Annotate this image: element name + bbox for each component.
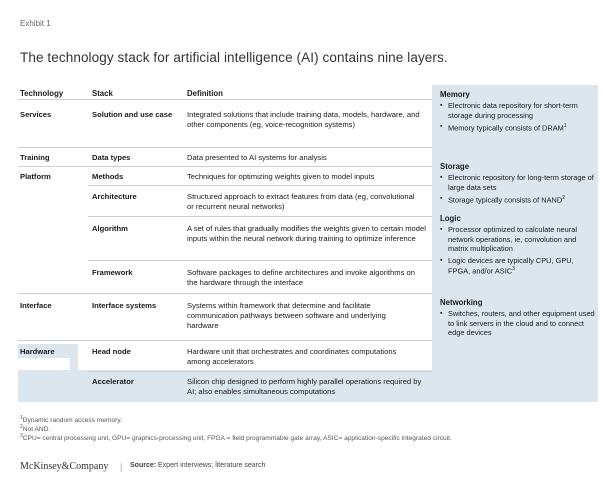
list-item: ▪ Logic devices are typically CPU, GPU, FPGA, and/or ASIC$^3$ <box>440 256 595 277</box>
logic-list <box>440 225 595 278</box>
definition-text: Software packages to define architectures and invoke algorithms on the hardware through the interface <box>187 268 415 287</box>
definition-text: Systems within framework that determine and facilitate communication pathways between software and underlying hardware <box>187 301 386 330</box>
definition-text: Hardware unit that orchestrates and coordinates computations among accelerators <box>187 347 397 366</box>
networking-title: Networking <box>440 298 483 307</box>
row-divider <box>88 371 432 372</box>
stack-label: Solution and use case <box>92 110 173 119</box>
row-divider <box>88 260 432 261</box>
list-item: ▪ Electronic repository for long-term storage of large data sets <box>440 173 595 192</box>
header-technology: Technology <box>20 89 64 98</box>
definition-text: Integrated solutions that include training data, models, hardware, and other components (eg, voice-recognition systems) <box>187 110 420 129</box>
memory-title: Memory <box>440 90 470 99</box>
stack-label: Algorithm <box>92 224 128 233</box>
stack-label: Accelerator <box>92 377 134 386</box>
stack-label: Interface systems <box>92 301 157 310</box>
logic-title: Logic <box>440 214 461 223</box>
footnote: $^1$Dynamic random access memory. <box>20 415 122 425</box>
row-divider <box>18 293 432 294</box>
list-item: ▪ Electronic data repository for short-term storage during processing <box>440 101 595 120</box>
definition-text: Data presented to AI systems for analysis <box>187 153 327 162</box>
exhibit-label: Exhibit 1 <box>20 19 51 28</box>
list-item: ▪ Processor optimized to calculate neural network operations, ie, convolution and matrix multiplication <box>440 225 595 254</box>
stack-label: Methods <box>92 172 124 181</box>
list-item: ▪ Switches, routers, and other equipment used to link servers in the cloud and to connect edge devices <box>440 309 595 338</box>
tech-label-interface: Interface <box>20 301 52 310</box>
footnote: $^3$CPU= central processing unit, GPU= graphics-processing unit, FPGA = field programmable gate array, ASIC= application-specific integrated circuit. <box>20 433 452 443</box>
list-item: ▪ Storage typically consists of NAND$^2$ <box>440 194 595 205</box>
tech-label-platform: Platform <box>20 172 51 181</box>
header-stack: Stack <box>92 89 113 98</box>
storage-title: Storage <box>440 162 470 171</box>
footer-separator: | <box>120 462 123 472</box>
definition-text: Silicon chip designed to perform highly parallel operations required by AI; also enables simultaneous computations <box>187 377 422 396</box>
header-divider <box>18 99 432 100</box>
definition-text: Structured approach to extract features from data (eg, convolutional or recurrent neural networks) <box>187 192 415 211</box>
networking-list <box>440 309 595 340</box>
row-divider <box>18 340 432 341</box>
stack-label: Head node <box>92 347 131 356</box>
row-divider <box>88 216 432 217</box>
tech-label-hardware: Hardware <box>20 347 55 356</box>
tech-label-services: Services <box>20 110 52 119</box>
page-title: The technology stack for artificial intelligence (AI) contains nine layers. <box>20 50 448 65</box>
footnote: $^2$Not AND. <box>20 424 51 434</box>
storage-list <box>440 173 595 207</box>
stack-label: Architecture <box>92 192 137 201</box>
mckinsey-logo: McKinsey&Company <box>20 461 109 472</box>
row-divider <box>88 185 432 186</box>
hardware-band-left <box>70 344 78 402</box>
tech-label-training: Training <box>20 153 50 162</box>
memory-list <box>440 101 595 135</box>
row-divider <box>18 147 432 148</box>
row-divider <box>18 166 432 167</box>
list-item: ▪ Memory typically consists of DRAM$^1$ <box>440 122 595 133</box>
definition-text: A set of rules that gradually modifies the weights given to certain model inputs within the neural network during training to optimize inference <box>187 224 426 243</box>
stack-label: Framework <box>92 268 133 277</box>
header-definition: Definition <box>187 89 223 98</box>
source-line: Source: Expert interviews; literature search <box>130 462 266 469</box>
definition-text: Techniques for optimizing weights given to model inputs <box>187 172 375 181</box>
stack-label: Data types <box>92 153 131 162</box>
